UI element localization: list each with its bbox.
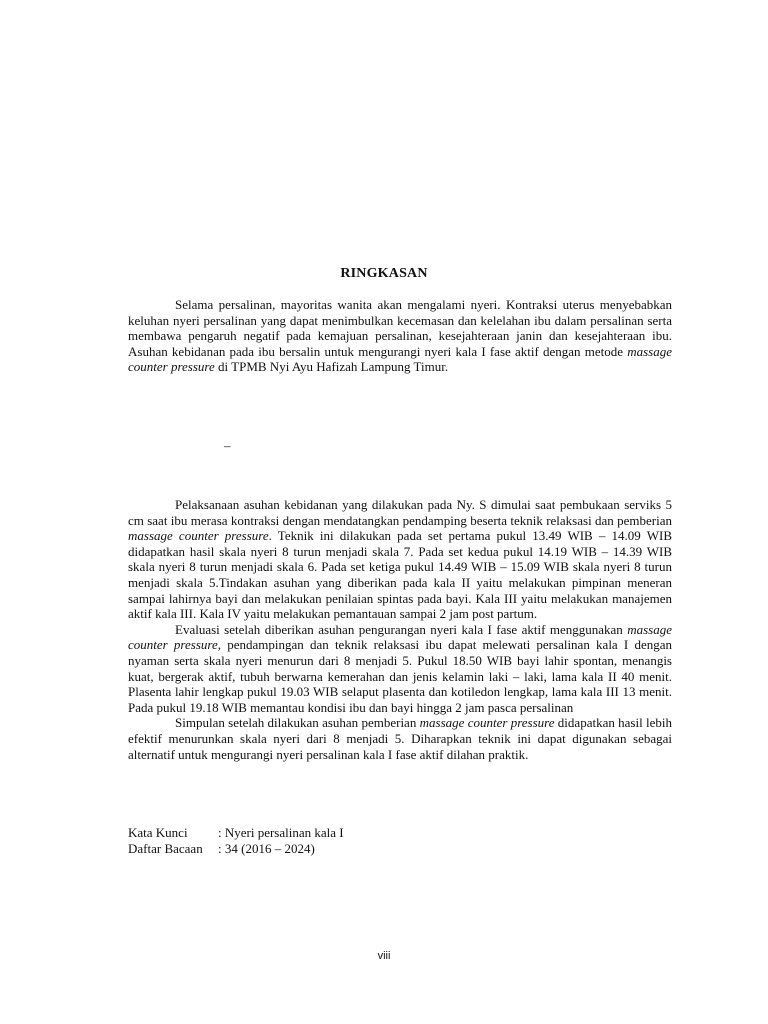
keyword-row bbox=[128, 825, 344, 841]
references-label: Daftar Bacaan bbox=[128, 841, 203, 856]
paragraph-conclusion: Simpulan setelah dilakukan asuhan pemberian massage counter pressure didapatkan hasil lebih efektif menurunkan skala nyeri dari 8 menjadi 5. Diharapkan teknik ini dapat digunakan sebagai alternatif untuk mengurangi nyeri persalinan kala I fase aktif dilahan praktik. bbox=[128, 715, 672, 762]
summary-intro bbox=[128, 297, 672, 375]
keyword-label: Kata Kunci bbox=[128, 825, 188, 840]
dash-mark: – bbox=[224, 438, 231, 453]
page-title: RINGKASAN bbox=[340, 266, 428, 281]
references-value: : 34 (2016 – 2024) bbox=[218, 841, 315, 856]
paragraph-implementation: Pelaksanaan asuhan kebidanan yang dilakukan pada Ny. S dimulai saat pembukaan serviks 5 cm saat ibu merasa kontraksi dengan mendatangkan pendamping beserta teknik relaksasi dan pemberian massage counter pressure. Teknik ini dilakukan pada set pertama pukul 13.49 WIB – 14.09 WIB didapatkan hasil skala nyeri 8 turun menjadi skala 7. Pada set kedua pukul 14.19 WIB – 14.39 WIB skala nyeri 8 turun menjadi skala 6. Pada set ketiga pukul 14.49 WIB – 15.09 WIB skala nyeri 8 turun menjadi skala 5.Tindakan asuhan yang diberikan pada kala II yaitu melakukan pimpinan meneran sampai lahirnya bayi dan melakukan penilaian spintas pada bayi. Kala III yaitu melakukan manajemen aktif kala III. Kala IV yaitu melakukan pemantauan sampai 2 jam post partum. bbox=[128, 497, 672, 622]
paragraph-background: Selama persalinan, mayoritas wanita akan mengalami nyeri. Kontraksi uterus menyebabkan keluhan nyeri persalinan yang dapat menimbulkan kecemasan dan kelelahan ibu dalam persalinan serta membawa pengaruh negatif pada kemajuan persalinan, kesejahteraan janin dan kesejahteraan ibu. Asuhan kebidanan pada ibu bersalin untuk mengurangi nyeri kala I fase aktif dengan metode massage counter pressure di TPMB Nyi Ayu Hafizah Lampung Timur. bbox=[128, 297, 672, 375]
summary-body bbox=[128, 497, 672, 762]
keywords-section bbox=[128, 825, 344, 857]
keyword-value: : Nyeri persalinan kala I bbox=[218, 825, 344, 840]
paragraph-evaluation: Evaluasi setelah diberikan asuhan pengurangan nyeri kala I fase aktif menggunakan massage counter pressure, pendampingan dan teknik relaksasi ibu dapat melewati persalinan kala I dengan nyaman serta skala nyeri menurun dari 8 menjadi 5. Pukul 18.50 WIB bayi lahir spontan, menangis kuat, bergerak aktif, tubuh berwarna kemerahan dan jenis kelamin laki – laki, lama kala II 40 menit. Plasenta lahir lengkap pukul 19.03 WIB selaput plasenta dan kotiledon lengkap, lama kala III 13 menit. Pada pukul 19.18 WIB memantau kondisi ibu dan bayi hingga 2 jam pasca persalinan bbox=[128, 621, 672, 715]
references-row bbox=[128, 841, 344, 857]
page-number: viii bbox=[377, 950, 391, 962]
